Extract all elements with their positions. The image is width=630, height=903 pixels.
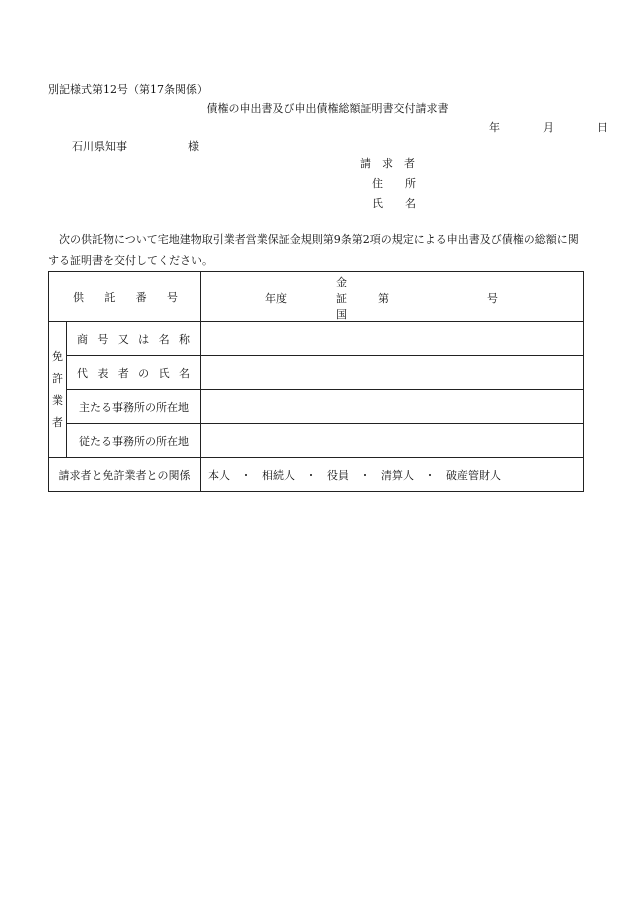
main-office-label-text: 主たる事務所の所在地 xyxy=(79,400,189,414)
licensee-side-char: 業 xyxy=(52,393,63,407)
kin-label: 金 xyxy=(336,276,347,289)
trade-name-label xyxy=(67,322,201,356)
applicant-name-label: 氏 名 xyxy=(372,197,416,210)
sub-office-label-text: 従たる事務所の所在地 xyxy=(79,434,189,448)
addressee-honorific: 様 xyxy=(188,140,199,153)
licensee-side-char: 許 xyxy=(52,371,63,385)
relation-option-liquidator[interactable]: 清算人 xyxy=(381,468,414,482)
go-label: 号 xyxy=(487,292,498,305)
label-char: 者 xyxy=(117,366,129,380)
deposit-number-label xyxy=(49,272,201,322)
document-title: 債権の申出書及び申出債権総額証明書交付請求書 xyxy=(206,102,449,115)
relation-option-heir[interactable]: 相続人 xyxy=(262,468,295,482)
date-line xyxy=(489,119,608,135)
nendo-label: 年度 xyxy=(265,292,287,305)
licensee-row-main-office xyxy=(49,390,584,424)
licensee-row-sub-office xyxy=(49,424,584,458)
day-label: 日 xyxy=(597,121,608,134)
representative-field[interactable] xyxy=(201,356,584,390)
relation-row xyxy=(49,458,584,492)
label-char: 氏 xyxy=(158,366,170,380)
label-char: は xyxy=(138,332,150,346)
separator-dot: ・ xyxy=(240,468,252,482)
applicant-heading: 請 求 者 xyxy=(360,157,415,170)
label-char: 代 xyxy=(77,366,88,380)
request-form-table xyxy=(48,271,584,492)
trade-name-field[interactable] xyxy=(201,322,584,356)
sub-office-field[interactable] xyxy=(201,424,584,458)
month-label: 月 xyxy=(543,121,554,134)
main-office-label xyxy=(67,390,201,424)
form-reference: 別記様式第12号（第17条関係） xyxy=(48,83,208,96)
label-char: 名 xyxy=(178,366,190,380)
label-char: 名 xyxy=(158,332,170,346)
representative-label xyxy=(67,356,201,390)
separator-dot: ・ xyxy=(359,468,371,482)
licensee-side-char: 者 xyxy=(52,415,63,429)
deposit-number-row xyxy=(49,272,584,322)
applicant-address-label: 住 所 xyxy=(372,177,416,190)
addressee: 石川県知事 xyxy=(72,140,127,153)
label-char: 又 xyxy=(117,332,129,346)
dai-label: 第 xyxy=(378,292,389,305)
relation-option-principal[interactable]: 本人 xyxy=(208,468,230,482)
deposit-label-char: 託 xyxy=(104,290,116,304)
licensee-side-char: 免 xyxy=(52,349,63,363)
licensee-row-representative xyxy=(49,356,584,390)
relation-label: 請求者と免許業者との関係 xyxy=(49,458,201,492)
label-char: 商 xyxy=(77,332,88,346)
relation-field[interactable] xyxy=(201,458,584,492)
label-char: の xyxy=(138,366,150,380)
year-label: 年 xyxy=(489,121,500,134)
deposit-label-char: 供 xyxy=(73,290,84,304)
deposit-number-field[interactable] xyxy=(201,272,584,322)
label-char: 号 xyxy=(97,332,109,346)
relation-option-bankruptcy-trustee[interactable]: 破産管財人 xyxy=(446,468,501,482)
relation-option-officer[interactable]: 役員 xyxy=(327,468,349,482)
deposit-label-char: 番 xyxy=(135,290,147,304)
sho-label: 証 xyxy=(336,292,347,305)
separator-dot: ・ xyxy=(305,468,317,482)
request-body-text: 次の供託物について宅地建物取引業者営業保証金規則第9条第2項の規定による申出書及び債権の総額に関する証明書を交付してください。 xyxy=(48,233,579,267)
koku-label: 国 xyxy=(336,308,347,321)
sub-office-label xyxy=(67,424,201,458)
label-char: 表 xyxy=(97,366,109,380)
deposit-label-char: 号 xyxy=(166,290,178,304)
licensee-side-label xyxy=(49,322,67,458)
separator-dot: ・ xyxy=(424,468,436,482)
main-office-field[interactable] xyxy=(201,390,584,424)
licensee-row-trade-name xyxy=(49,322,584,356)
label-char: 称 xyxy=(178,332,190,346)
